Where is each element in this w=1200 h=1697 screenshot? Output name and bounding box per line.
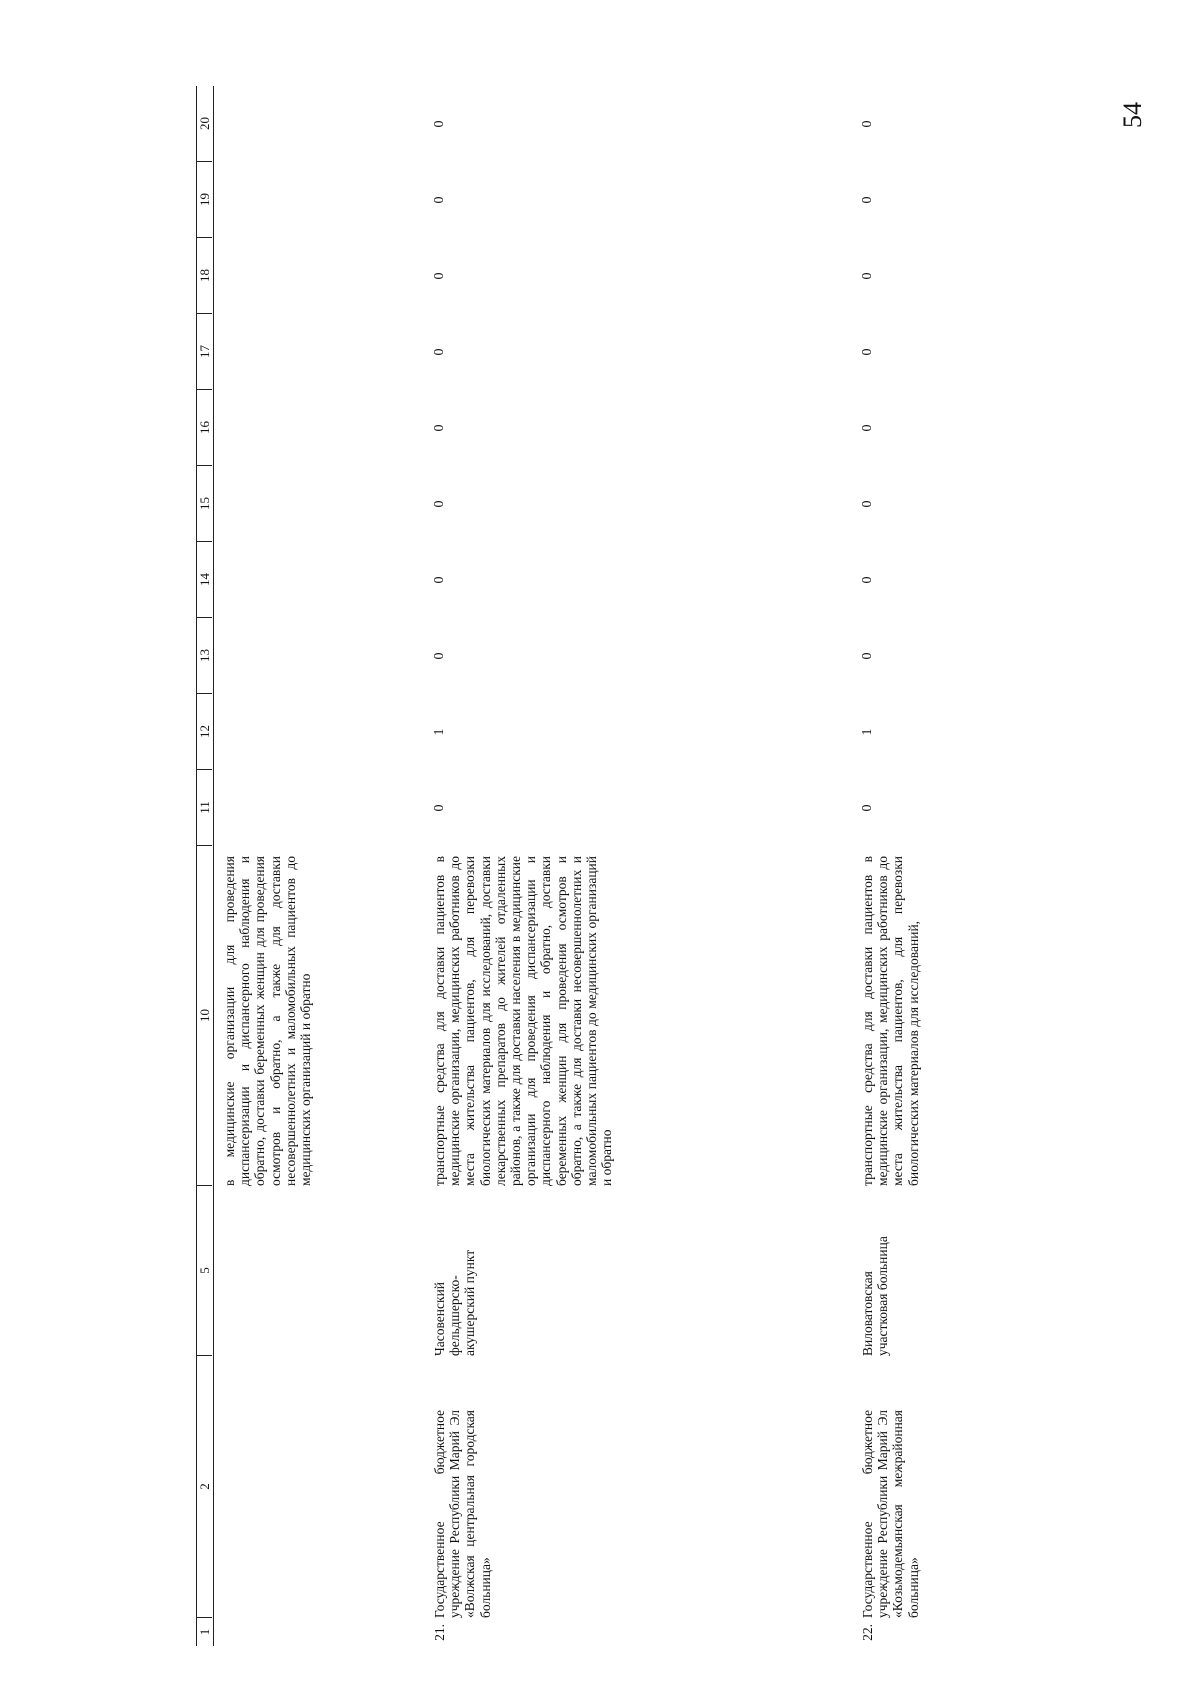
value-col-19: 0	[432, 196, 447, 204]
row-number: 22.	[860, 1624, 875, 1641]
value-col-11: 0	[860, 804, 875, 812]
organization-name: Государственное бюджетное учреждение Республики Марий Эл «Козьмодемьянская межрайонная больница»	[860, 1410, 921, 1618]
transport-description: транспортные средства для доставки пациентов в медицинские организации, медицинских работников до места жительства пациентов, для перевозки биологических материалов для исследований,	[860, 856, 921, 1186]
continuation-description: в медицинские организации для проведения диспансеризации и диспансерного наблюдения и обратно, доставки беременных женщин для проведения осмотров и обратно, а также для доставки несовершеннолетних и маломобильных пациентов до медицинских организаций и обратно	[222, 856, 314, 1186]
row-number: 21.	[432, 1624, 447, 1641]
col-header-14: 14	[197, 542, 212, 618]
value-col-14: 0	[432, 576, 447, 584]
col-header-13: 13	[197, 618, 212, 694]
value-col-19: 0	[860, 196, 875, 204]
value-col-18: 0	[432, 272, 447, 280]
value-col-15: 0	[432, 500, 447, 508]
col-header-5: 5	[197, 1186, 212, 1356]
col-header-18: 18	[197, 238, 212, 314]
value-col-17: 0	[432, 348, 447, 356]
col-header-16: 16	[197, 390, 212, 466]
value-col-20: 0	[860, 120, 875, 128]
unit-name: Виловатовская участковая больница	[860, 1236, 891, 1356]
organization-name: Государственное бюджетное учреждение Республики Марий Эл «Волжская центральная городская больница»	[432, 1410, 493, 1618]
col-header-17: 17	[197, 314, 212, 390]
col-header-1: 1	[197, 1628, 212, 1636]
value-col-16: 0	[860, 424, 875, 432]
value-col-12: 1	[432, 728, 447, 736]
col-header-11: 11	[197, 770, 212, 846]
value-col-20: 0	[432, 120, 447, 128]
col-header-15: 15	[197, 466, 212, 542]
transport-description: транспортные средства для доставки пациентов в медицинские организации, медицинских работников до места жительства пациентов, для перевозки биологических материалов для исследований, доставки лекарственных препаратов до жителей отдаленных районов, а также для доставки населения в медицинские организации для проведения диспансеризации и диспансерного наблюдения и обратно, доставки беременных женщин для проведения осмотров и обратно, а также для доставки несовершеннолетних и маломобильных пациентов до медицинских организаций и обратно	[432, 856, 615, 1186]
table-header-row	[196, 86, 214, 1646]
value-col-11: 0	[432, 804, 447, 812]
page-number: 54	[1118, 102, 1147, 128]
col-header-20: 20	[197, 86, 212, 162]
value-col-14: 0	[860, 576, 875, 584]
value-col-13: 0	[432, 652, 447, 660]
unit-name: Часовенский фельдшерско-акушерский пункт	[432, 1249, 478, 1356]
rotated-table	[196, 86, 958, 1646]
value-col-17: 0	[860, 348, 875, 356]
col-header-19: 19	[197, 162, 212, 238]
value-col-18: 0	[860, 272, 875, 280]
col-header-12: 12	[197, 694, 212, 770]
value-col-16: 0	[432, 424, 447, 432]
col-header-10: 10	[197, 846, 212, 1186]
col-header-2: 2	[197, 1356, 212, 1618]
value-col-12: 1	[860, 728, 875, 736]
value-col-15: 0	[860, 500, 875, 508]
value-col-13: 0	[860, 652, 875, 660]
